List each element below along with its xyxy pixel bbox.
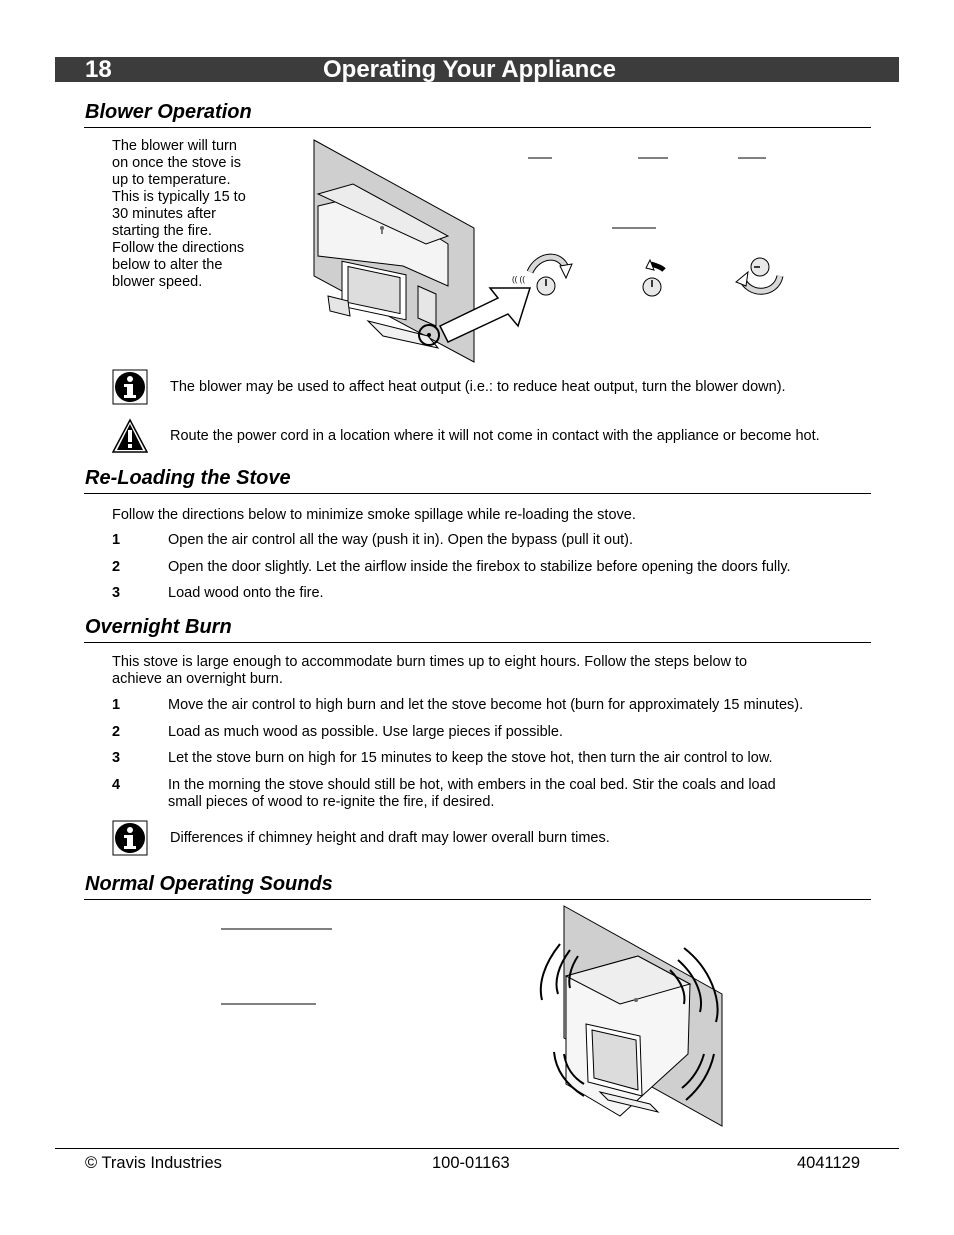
section-title-blower: Blower Operation bbox=[85, 101, 252, 123]
info-icon bbox=[112, 820, 148, 856]
footer-rule bbox=[55, 1148, 899, 1149]
blower-intro-line: up to temperature. bbox=[112, 172, 231, 188]
step-number: 3 bbox=[112, 750, 121, 766]
step-text-line: Let the stove burn on high for 15 minutes to keep the stove hot, then turn the air control to low. bbox=[168, 750, 773, 766]
section-rule bbox=[84, 899, 871, 900]
step-number: 1 bbox=[112, 697, 121, 713]
footer-copyright: © Travis Industries bbox=[85, 1154, 222, 1172]
step-text-line: Move the air control to high burn and let the stove become hot (burn for approximately 15 minutes). bbox=[168, 697, 804, 713]
warning-icon bbox=[112, 418, 148, 454]
info-icon bbox=[112, 369, 148, 405]
svg-text:(( ((: (( (( bbox=[512, 275, 525, 284]
stove-blower-illustration bbox=[308, 136, 788, 366]
step-text bbox=[168, 697, 868, 714]
overnight-info-note: Differences if chimney height and draft may lower overall burn times. bbox=[170, 830, 610, 846]
step-text: Load wood onto the fire. bbox=[168, 585, 324, 601]
blower-intro-line: below to alter the bbox=[112, 257, 223, 273]
step-number: 2 bbox=[112, 724, 121, 740]
section-rule bbox=[84, 493, 871, 494]
page-header-bar bbox=[55, 57, 899, 82]
section-rule bbox=[84, 642, 871, 643]
footer-document-number: 100-01163 bbox=[432, 1154, 510, 1172]
blower-info-note: The blower may be used to affect heat output (i.e.: to reduce heat output, turn the blower down). bbox=[170, 379, 786, 395]
step-text bbox=[168, 777, 868, 811]
reloading-intro: Follow the directions below to minimize smoke spillage while re-loading the stove. bbox=[112, 507, 636, 523]
footer-code: 4041129 bbox=[797, 1154, 861, 1172]
page-number: 18 bbox=[85, 56, 112, 83]
step-text: Open the door slightly. Let the airflow inside the firebox to stabilize before opening the doors fully. bbox=[168, 559, 791, 575]
step-text-line: Load as much wood as possible. Use large pieces if possible. bbox=[168, 724, 563, 740]
section-title-reloading: Re-Loading the Stove bbox=[85, 467, 291, 489]
blower-intro-line: blower speed. bbox=[112, 274, 203, 290]
step-text bbox=[168, 724, 868, 741]
blower-intro-line: The blower will turn bbox=[112, 138, 237, 154]
step-text-line: In the morning the stove should still be hot, with embers in the coal bed. Stir the coals and load bbox=[168, 777, 776, 793]
blank-label-lines bbox=[216, 920, 346, 1010]
step-text-line: small pieces of wood to re-ignite the fire, if desired. bbox=[168, 794, 495, 810]
blower-intro-line: on once the stove is bbox=[112, 155, 241, 171]
blower-intro-line: starting the fire. bbox=[112, 223, 212, 239]
step-number: 4 bbox=[112, 777, 121, 793]
overnight-intro-line: This stove is large enough to accommodate burn times up to eight hours. Follow the steps below to bbox=[112, 654, 748, 670]
blower-warning-note: Route the power cord in a location where it will not come in contact with the appliance or become hot. bbox=[170, 428, 820, 444]
overnight-intro-line: achieve an overnight burn. bbox=[112, 671, 283, 687]
section-title-overnight: Overnight Burn bbox=[85, 616, 232, 638]
section-rule bbox=[84, 127, 871, 128]
blower-intro bbox=[112, 138, 246, 291]
blower-intro-line: 30 minutes after bbox=[112, 206, 216, 222]
blower-intro-line: Follow the directions bbox=[112, 240, 245, 256]
step-number: 3 bbox=[112, 585, 121, 601]
step-number: 1 bbox=[112, 532, 121, 548]
blower-intro-line: This is typically 15 to bbox=[112, 189, 246, 205]
page-title: Operating Your Appliance bbox=[323, 56, 616, 83]
step-text: Open the air control all the way (push it in). Open the bypass (pull it out). bbox=[168, 532, 634, 548]
overnight-intro bbox=[112, 654, 747, 688]
stove-sounds-illustration bbox=[530, 904, 730, 1128]
section-title-sounds: Normal Operating Sounds bbox=[85, 873, 333, 895]
step-text bbox=[168, 750, 868, 767]
step-number: 2 bbox=[112, 559, 121, 575]
